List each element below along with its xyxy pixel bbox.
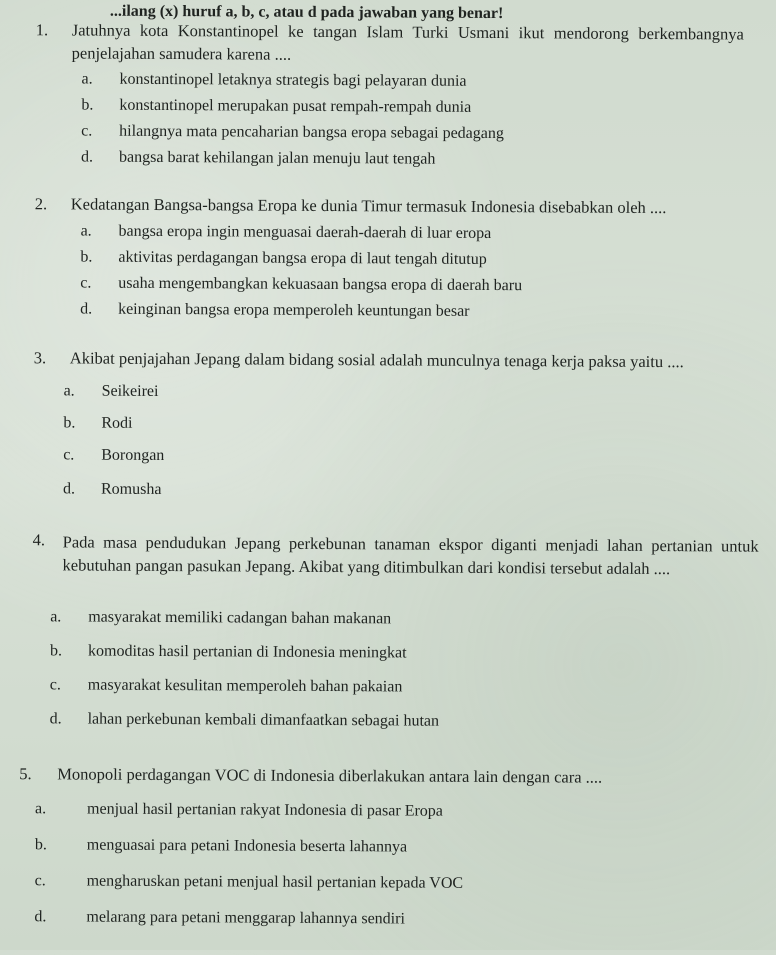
question-text: Jatuhnya kota Konstantinopel ke tangan Islam Turki Usmani ikut mendorong berkembangnya penjelajahan samudera karena .... bbox=[71, 20, 744, 64]
option-text: aktivitas perdagangan bangsa eropa di laut tengah ditutup bbox=[118, 248, 487, 268]
option-text: bangsa barat kehilangan jalan menuju laut tengah bbox=[118, 148, 436, 168]
option-a[interactable] bbox=[50, 608, 391, 628]
option-d[interactable] bbox=[81, 148, 435, 168]
option-letter: c. bbox=[81, 122, 93, 140]
option-text: konstantinopel letaknya strategis bagi pelayaran dunia bbox=[119, 70, 467, 90]
option-a[interactable] bbox=[64, 382, 159, 401]
option-text: konstantinopel merupakan pusat rempah-rempah dunia bbox=[119, 96, 472, 116]
instruction-header: ...ilang (x) huruf a, b, c, atau d pada jawaban yang benar! bbox=[109, 2, 504, 23]
option-c[interactable] bbox=[63, 446, 164, 465]
option-text: Rodi bbox=[101, 414, 133, 432]
option-text: menjual hasil pertanian rakyat Indonesia di pasar Eropa bbox=[87, 800, 443, 820]
option-text: menguasai para petani Indonesia beserta lahannya bbox=[86, 836, 408, 856]
option-b[interactable] bbox=[81, 96, 471, 116]
option-text: lahan perkebunan kembali dimanfaatkan sebagai hutan bbox=[87, 710, 440, 730]
option-text: keinginan bangsa eropa memperoleh keuntungan besar bbox=[118, 300, 470, 320]
option-b[interactable] bbox=[50, 642, 407, 662]
option-a[interactable] bbox=[81, 70, 466, 90]
question-number: 5. bbox=[19, 764, 32, 784]
option-letter: a. bbox=[35, 800, 47, 818]
option-b[interactable] bbox=[80, 248, 486, 268]
option-text: bangsa eropa ingin menguasai daerah-daerah di luar eropa bbox=[118, 222, 492, 243]
option-d[interactable] bbox=[80, 300, 470, 320]
option-letter: b. bbox=[34, 836, 47, 854]
option-letter: b. bbox=[63, 414, 76, 432]
option-letter: b. bbox=[81, 96, 94, 114]
question-text: Kedatangan Bangsa-bangsa Eropa ke dunia Timur termasuk Indonesia disebabkan oleh .... bbox=[70, 194, 667, 218]
option-text: mengharuskan petani menjual hasil pertanian kepada VOC bbox=[86, 872, 464, 892]
option-text: melarang para petani menggarap lahannya sendiri bbox=[86, 908, 405, 928]
option-letter: a. bbox=[63, 382, 75, 400]
question-text: Monopoli perdagangan VOC di Indonesia diberlakukan antara lain dengan cara .... bbox=[57, 764, 603, 787]
option-c[interactable] bbox=[81, 122, 504, 143]
option-letter: c. bbox=[80, 274, 92, 292]
option-b[interactable] bbox=[63, 414, 132, 432]
option-a[interactable] bbox=[81, 222, 492, 243]
option-c[interactable] bbox=[50, 676, 403, 696]
option-text: Seikeirei bbox=[101, 382, 159, 400]
option-letter: a. bbox=[81, 70, 93, 88]
option-letter: a. bbox=[80, 222, 92, 240]
option-c[interactable] bbox=[35, 872, 464, 893]
option-letter: d. bbox=[80, 148, 94, 166]
option-letter: b. bbox=[80, 248, 93, 266]
question-text: Pada masa pendudukan Jepang perkebunan tanaman ekspor diganti menjadi lahan pertanian untuk kebutuhan pangan pasukan Jepang. Akibat yang ditimbulkan dari kondisi tersebut adalah .... bbox=[62, 532, 759, 579]
question-text: Akibat penjajahan Jepang dalam bidang sosial adalah munculnya tenaga kerja paksa yaitu .... bbox=[69, 348, 684, 372]
option-letter: c. bbox=[34, 872, 46, 890]
question-number: 2. bbox=[34, 194, 48, 214]
option-letter: a. bbox=[50, 608, 62, 626]
option-letter: c. bbox=[63, 446, 75, 464]
option-letter: d. bbox=[34, 908, 47, 926]
option-text: komoditas hasil pertanian di Indonesia meningkat bbox=[87, 642, 407, 662]
option-c[interactable] bbox=[80, 274, 522, 295]
option-letter: d. bbox=[49, 710, 62, 728]
option-d[interactable] bbox=[63, 480, 162, 499]
option-d[interactable] bbox=[34, 908, 405, 928]
option-letter: b. bbox=[49, 642, 63, 660]
option-text: masyarakat kesulitan memperoleh bahan pakaian bbox=[87, 676, 403, 696]
option-a[interactable] bbox=[35, 800, 443, 820]
option-text: masyarakat memiliki cadangan bahan makanan bbox=[88, 608, 392, 628]
question-number: 1. bbox=[35, 20, 49, 40]
option-text: Borongan bbox=[101, 446, 165, 465]
option-text: Romusha bbox=[100, 480, 162, 498]
option-text: usaha mengembangkan kekuasaan bangsa eropa di daerah baru bbox=[118, 274, 523, 295]
option-d[interactable] bbox=[50, 710, 440, 730]
question-number: 4. bbox=[32, 530, 46, 550]
question-number: 3. bbox=[33, 348, 47, 368]
option-text: hilangnya mata pencaharian bangsa eropa sebagai pedagang bbox=[119, 122, 504, 143]
option-letter: c. bbox=[49, 676, 61, 694]
option-b[interactable] bbox=[35, 836, 407, 856]
option-letter: d. bbox=[62, 480, 76, 498]
option-letter: d. bbox=[80, 300, 93, 318]
